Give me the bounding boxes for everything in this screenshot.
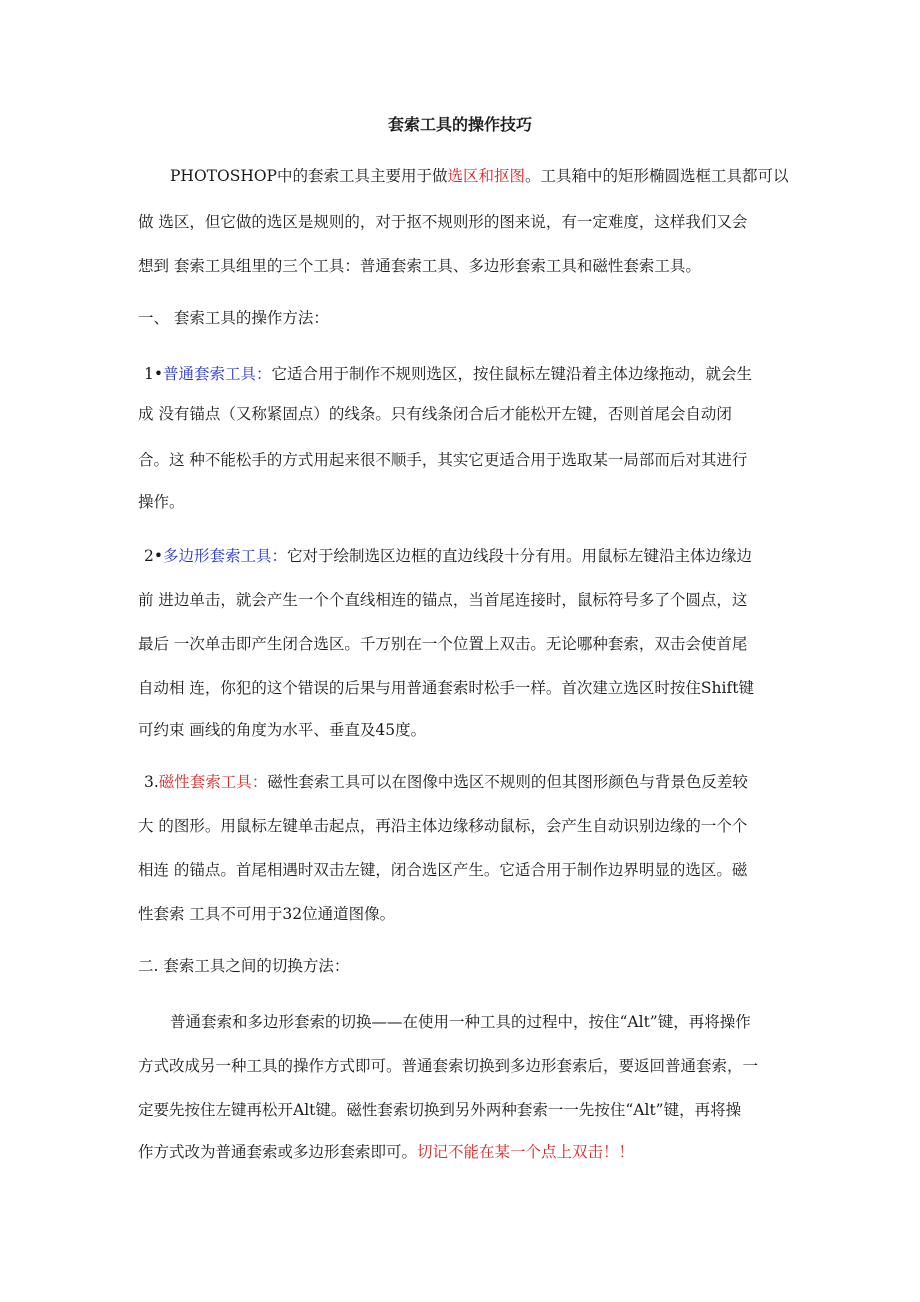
item-3-name: 磁性套索工具 [158,773,252,791]
item-2-number: 2• [144,547,164,565]
section-1-heading: 一、 套索工具的操作方法： [138,309,329,327]
highlight-selection-matting: 选区和抠图 [447,167,525,185]
item-1-line-4: 操作。 [138,493,185,511]
item-1-line-2: 成 没有锚点（又称紧固点）的线条。只有线条闭合后才能松开左键，否则首尾会自动闭 [138,405,732,423]
item-1-text: 它适合用于制作不规则选区，按住鼠标左键沿着主体边缘拖动，就会生 [271,365,753,383]
item-3-text: 磁性套索工具可以在图像中选区不规则的但其图形颜色与背景色反差较 [267,773,748,791]
intro-line-1 [170,166,789,186]
section-2-heading: 二. 套索工具之间的切换方法： [138,957,350,975]
item-2-line-1 [144,546,752,566]
intro-text: PHOTOSHOP中的套索工具主要用于做 [170,167,448,185]
warning-text: 切记不能在某一个点上双击！！ [417,1143,635,1161]
item-1-colon: ： [256,365,272,383]
item-3-colon: ： [251,773,268,791]
item-2-line-2: 前 进边单击，就会产生一个个直线相连的锚点，当首尾连接时，鼠标符号多了个圆点，这 [138,591,748,609]
item-1-name: 普通套索工具 [163,365,257,383]
item-3-line-2: 大 的图形。用鼠标左键单击起点，再沿主体边缘移动鼠标，会产生自动识别边缘的一个个 [138,817,748,835]
intro-line-3: 想到 套索工具组里的三个工具：普通套索工具、多边形套索工具和磁性套索工具。 [138,257,701,275]
switch-line-2: 方式改成另一种工具的操作方式即可。普通套索切换到多边形套索后，要返回普通套索，一 [138,1057,759,1075]
item-3-number: 3. [144,773,159,791]
intro-text: 。工具箱中的矩形椭圆选框工具都可以 [525,167,789,185]
item-2-name: 多边形套索工具 [163,547,272,565]
item-3-line-3: 相连 的锚点。首尾相遇时双击左键，闭合选区产生。它适合用于制作边界明显的选区。磁 [138,861,748,879]
switch-line-4 [138,1142,634,1162]
switch-line-1: 普通套索和多边形套索的切换——在使用一种工具的过程中，按住“Alt”键，再将操作 [170,1013,751,1031]
switch-text: 作方式改为普通套索或多边形套索即可。 [138,1143,418,1161]
item-2-line-3: 最后 一次单击即产生闭合选区。千万别在一个位置上双击。无论哪种套索，双击会使首尾 [138,635,748,653]
item-3-line-4: 性套索 工具不可用于32位通道图像。 [138,905,396,923]
item-2-text: 它对于绘制选区边框的直边线段十分有用。用鼠标左键沿主体边缘边 [287,547,753,565]
intro-line-2: 做 选区，但它做的选区是规则的，对于抠不规则形的图来说，有一定难度，这样我们又会 [138,213,748,231]
item-1-line-3: 合。这 种不能松手的方式用起来很不顺手，其实它更适合用于选取某一局部而后对其进行 [138,451,748,469]
switch-line-3: 定要先按住左键再松开Alt键。磁性套索切换到另外两种套索一一先按住“Alt”键，再将操 [138,1101,742,1119]
item-1-number: 1• [144,365,164,383]
document-title: 套索工具的操作技巧 [387,115,532,134]
item-1-line-1 [144,364,752,384]
item-3-line-1 [144,772,748,792]
item-2-line-4: 自动相 连，你犯的这个错误的后果与用普通套索时松手一样。首次建立选区时按住Shift键 [138,679,754,697]
item-2-line-5: 可约束 画线的角度为水平、垂直及45度。 [138,721,427,739]
item-2-colon: ： [271,547,288,565]
